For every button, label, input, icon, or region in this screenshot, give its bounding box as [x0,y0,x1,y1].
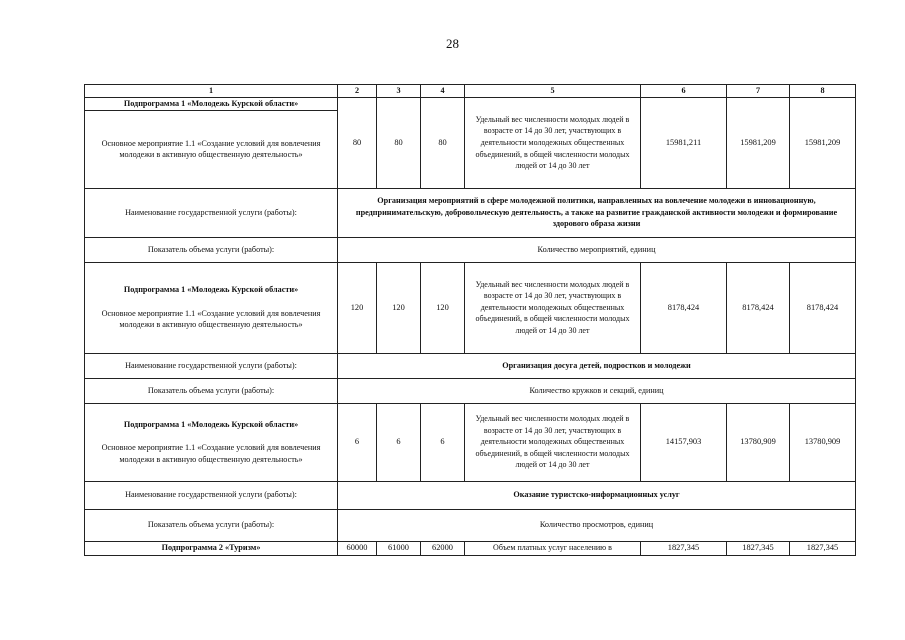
indicator-text: Удельный вес численности молодых людей в возрасте от 14 до 30 лет, участвующих в деятельности молодежных общественных объединений, в общей численности молодых людей от 14 до 30 лет [465,403,641,481]
service-row [85,353,856,378]
service-row [85,481,856,509]
volume-label: Показатель объема услуги (работы): [85,509,338,541]
value-col8: 1827,345 [790,541,856,555]
volume-row [85,509,856,541]
service-value: Оказание туристско-информационных услуг [338,481,856,509]
value-col2: 120 [338,262,377,353]
measure-text: Основное мероприятие 1.1 «Создание условий для вовлечения молодежи в активную общественную деятельность» [85,110,338,188]
value-col2: 60000 [338,541,377,555]
measure-text: Основное мероприятие 1.1 «Создание условий для вовлечения молодежи в активную общественную деятельность» [101,308,321,330]
value-col2: 80 [338,98,377,189]
service-label: Наименование государственной услуги (работы): [85,353,338,378]
table-row [85,262,856,353]
header-cell-8: 8 [790,85,856,98]
table-row [85,98,856,111]
service-label: Наименование государственной услуги (работы): [85,481,338,509]
service-row [85,188,856,237]
service-value: Организация мероприятий в сфере молодежной политики, направленных на вовлечение молодежи в инновационную, предпринимательскую, добровольческую деятельность, а также на развитие гражданской активности молодежи и формирование здорового образа жизни [338,188,856,237]
service-value: Организация досуга детей, подростков и молодежи [338,353,856,378]
header-cell-1: 1 [85,85,338,98]
volume-row [85,378,856,403]
value-col3: 120 [377,262,421,353]
value-col7: 8178,424 [727,262,790,353]
value-col4: 6 [421,403,465,481]
header-cell-6: 6 [641,85,727,98]
page-number: 28 [446,36,459,51]
table-row [85,403,856,481]
volume-value: Количество мероприятий, единиц [338,237,856,262]
volume-value: Количество просмотров, единиц [338,509,856,541]
header-cell-2: 2 [338,85,377,98]
subprogram-title: Подпрограмма 1 «Молодежь Курской области» [123,419,299,429]
indicator-text: Удельный вес численности молодых людей в возрасте от 14 до 30 лет, участвующих в деятельности молодежных общественных объединений, в общей численности молодых людей от 14 до 30 лет [465,262,641,353]
volume-label: Показатель объема услуги (работы): [85,378,338,403]
value-col3: 80 [377,98,421,189]
indicator-text: Объем платных услуг населению в [465,541,641,555]
value-col3: 6 [377,403,421,481]
measure-text: Основное мероприятие 1.1 «Создание условий для вовлечения молодежи в активную общественную деятельность» [101,443,321,464]
header-cell-4: 4 [421,85,465,98]
value-col6: 14157,903 [641,403,727,481]
value-col6: 8178,424 [641,262,727,353]
value-col8: 8178,424 [790,262,856,353]
value-col7: 15981,209 [727,98,790,189]
services-table [84,84,856,556]
subprogram-title: Подпрограмма 1 «Молодежь Курской области» [123,285,299,295]
value-col8: 13780,909 [790,403,856,481]
subprogram-title: Подпрограмма 1 «Молодежь Курской области» [85,98,338,111]
header-cell-3: 3 [377,85,421,98]
subprogram-cell [85,403,338,481]
value-col3: 61000 [377,541,421,555]
indicator-text: Удельный вес численности молодых людей в возрасте от 14 до 30 лет, участвующих в деятельности молодежных общественных объединений, в общей численности молодых людей от 14 до 30 лет [465,98,641,189]
value-col7: 1827,345 [727,541,790,555]
service-label: Наименование государственной услуги (работы): [85,188,338,237]
value-col6: 15981,211 [641,98,727,189]
value-col8: 15981,209 [790,98,856,189]
header-cell-7: 7 [727,85,790,98]
value-col6: 1827,345 [641,541,727,555]
header-row [85,85,856,98]
value-col7: 13780,909 [727,403,790,481]
volume-row [85,237,856,262]
volume-label: Показатель объема услуги (работы): [85,237,338,262]
subprogram-cell [85,262,338,353]
value-col4: 120 [421,262,465,353]
value-col2: 6 [338,403,377,481]
subprogram-title: Подпрограмма 2 «Туризм» [85,541,338,555]
table-row [85,541,856,555]
volume-value: Количество кружков и секций, единиц [338,378,856,403]
header-cell-5: 5 [465,85,641,98]
value-col4: 62000 [421,541,465,555]
value-col4: 80 [421,98,465,189]
